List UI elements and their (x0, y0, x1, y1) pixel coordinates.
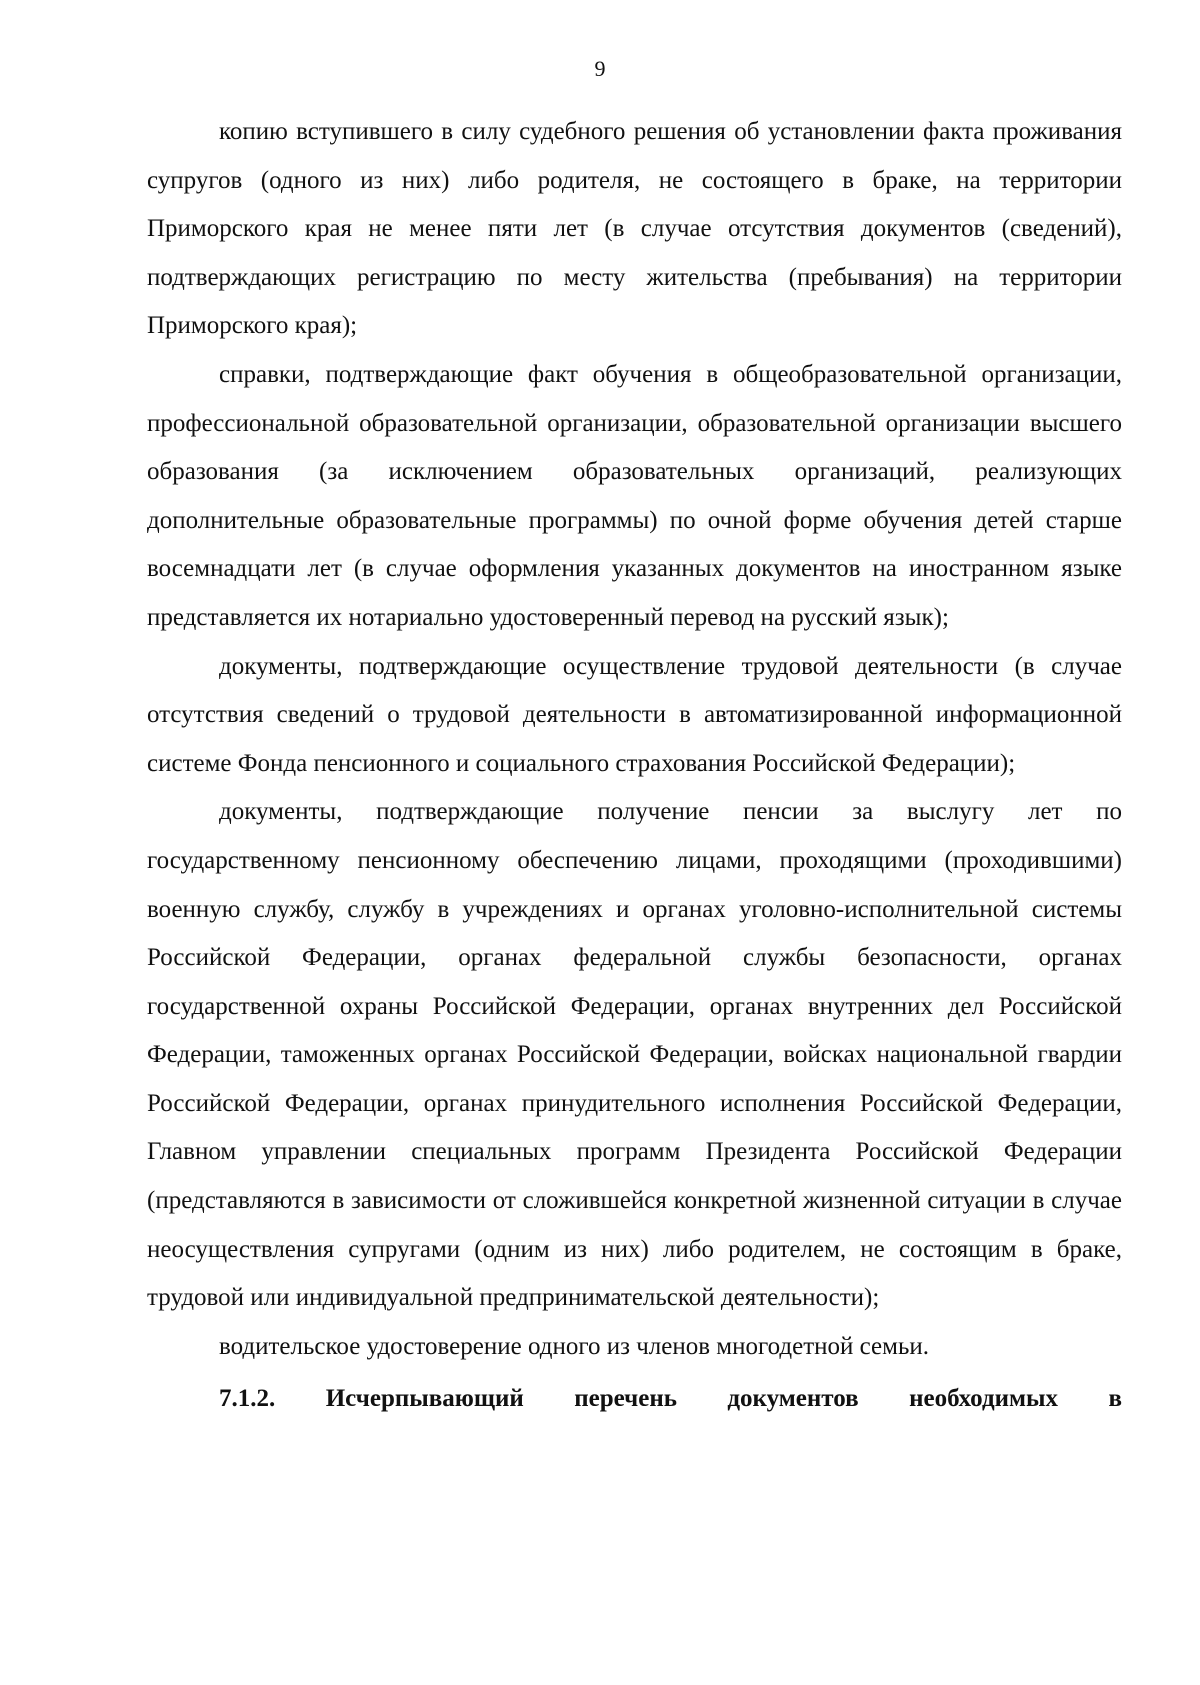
section-heading: 7.1.2. Исчерпывающий перечень документов необходимых в (219, 1385, 1122, 1413)
paragraph-pension-documents: документы, подтверждающие получение пенсии за выслугу лет по государственному пенсионному обеспечению лицами, проходящими (проходившими) военную службу, службу в учреждениях и органах уголовно-исполнительной системы Российской Федерации, органах федеральной службы безопасности, органах государственной охраны Российской Федерации, органах внутренних дел Российской Федерации, таможенных органах Российской Федерации, войсках национальной гвардии Российской Федерации, органах принудительного исполнения Российской Федерации, Главном управлении специальных программ Президента Российской Федерации (представляются в зависимости от сложившейся конкретной жизненной ситуации в случае неосуществления супругами (одним из них) либо родителем, не состоящим в браке, трудовой или индивидуальной предпринимательской деятельности); (147, 798, 1122, 1312)
paragraph-education-certificates: справки, подтверждающие факт обучения в общеобразовательной организации, профессиональной образовательной организации, образовательной организации высшего образования (за исключением образовательных организаций, реализующих дополнительные образовательные программы) по очной форме обучения детей старше восемнадцати лет (в случае оформления указанных документов на иностранном языке представляется их нотариально удостоверенный перевод на русский язык); (147, 360, 1122, 631)
paragraph-employment-documents: документы, подтверждающие осуществление трудовой деятельности (в случае отсутствия сведений о трудовой деятельности в автоматизированной информационной системе Фонда пенсионного и социального страхования Российской Федерации); (147, 652, 1122, 777)
page-number: 9 (594, 56, 606, 81)
document-body (147, 108, 1122, 1424)
paragraph-driver-license: водительское удостоверение одного из членов многодетной семьи. (219, 1332, 929, 1360)
paragraph-court-decision: копию вступившего в силу судебного решения об установлении факта проживания супругов (одного из них) либо родителя, не состоящего в браке, на территории Приморского края не менее пяти лет (в случае отсутствия документов (сведений), подтверждающих регистрацию по месту жительства (пребывания) на территории Приморского края); (147, 118, 1122, 340)
